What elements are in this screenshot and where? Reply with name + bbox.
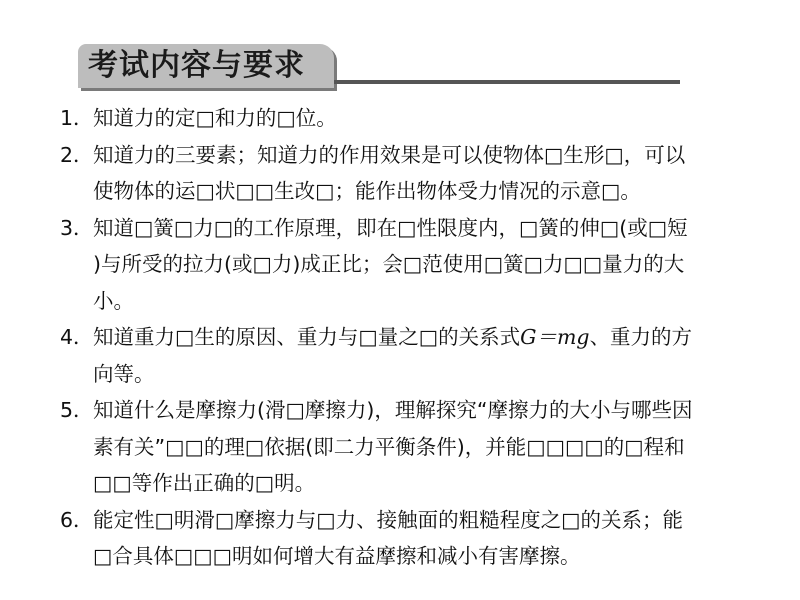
item-text-line: □合具体□□□明如何增大有益摩擦和减小有害摩擦。: [93, 544, 581, 568]
item-text-line: [93, 319, 760, 356]
list-item: [60, 502, 760, 575]
item-text-line: 素有关”□□的理□依据(即二力平衡条件)，并能□□□□的□程和: [93, 434, 685, 459]
list-item: [60, 137, 760, 210]
item-text-line: 知道力的三要素；知道力的作用效果是可以使物体□生形□，可以: [93, 142, 686, 167]
formula-text: G＝mg: [520, 325, 590, 349]
item-number: 2．: [60, 142, 94, 167]
list-item: [60, 100, 760, 137]
item-text: 、重力的方: [589, 325, 693, 349]
list-item: [60, 319, 760, 392]
item-text-line: )与所受的拉力(或□力)成正比；会□范使用□簧□力□□量力的大: [93, 252, 685, 276]
list-item: [60, 392, 760, 502]
item-number: 5．: [60, 398, 94, 422]
item-number: 3．: [60, 215, 94, 240]
item-text-line: 知道什么是摩擦力(滑□摩擦力)，理解探究“摩擦力的大小与哪些因: [93, 398, 693, 422]
item-text-line: 知道□簧□力□的工作原理，即在□性限度内，□簧的伸□(或□短: [93, 215, 688, 240]
item-number: 4．: [60, 325, 94, 349]
section-header: [78, 44, 682, 90]
header-underline: [334, 80, 680, 84]
item-text: 知道重力□生的原因、重力与□量之□的关系式: [93, 325, 521, 349]
requirements-list: [60, 100, 760, 575]
item-text-line: 知道力的定□和力的□位。: [93, 106, 337, 130]
item-text-line: □□等作出正确的□明。: [93, 471, 316, 495]
section-title: 考试内容与要求: [88, 48, 305, 83]
item-text-line: 小。: [93, 288, 134, 313]
item-text-line: 使物体的运□状□□生改□；能作出物体受力情况的示意□。: [93, 179, 641, 203]
item-number: 1．: [60, 106, 94, 130]
header-tab: [78, 44, 334, 88]
item-text-line: 向等。: [93, 361, 155, 386]
item-number: 6．: [60, 507, 94, 532]
list-item: [60, 210, 760, 320]
item-text-line: 能定性□明滑□摩擦力与□力、接触面的粗糙程度之□的关系；能: [93, 507, 683, 532]
